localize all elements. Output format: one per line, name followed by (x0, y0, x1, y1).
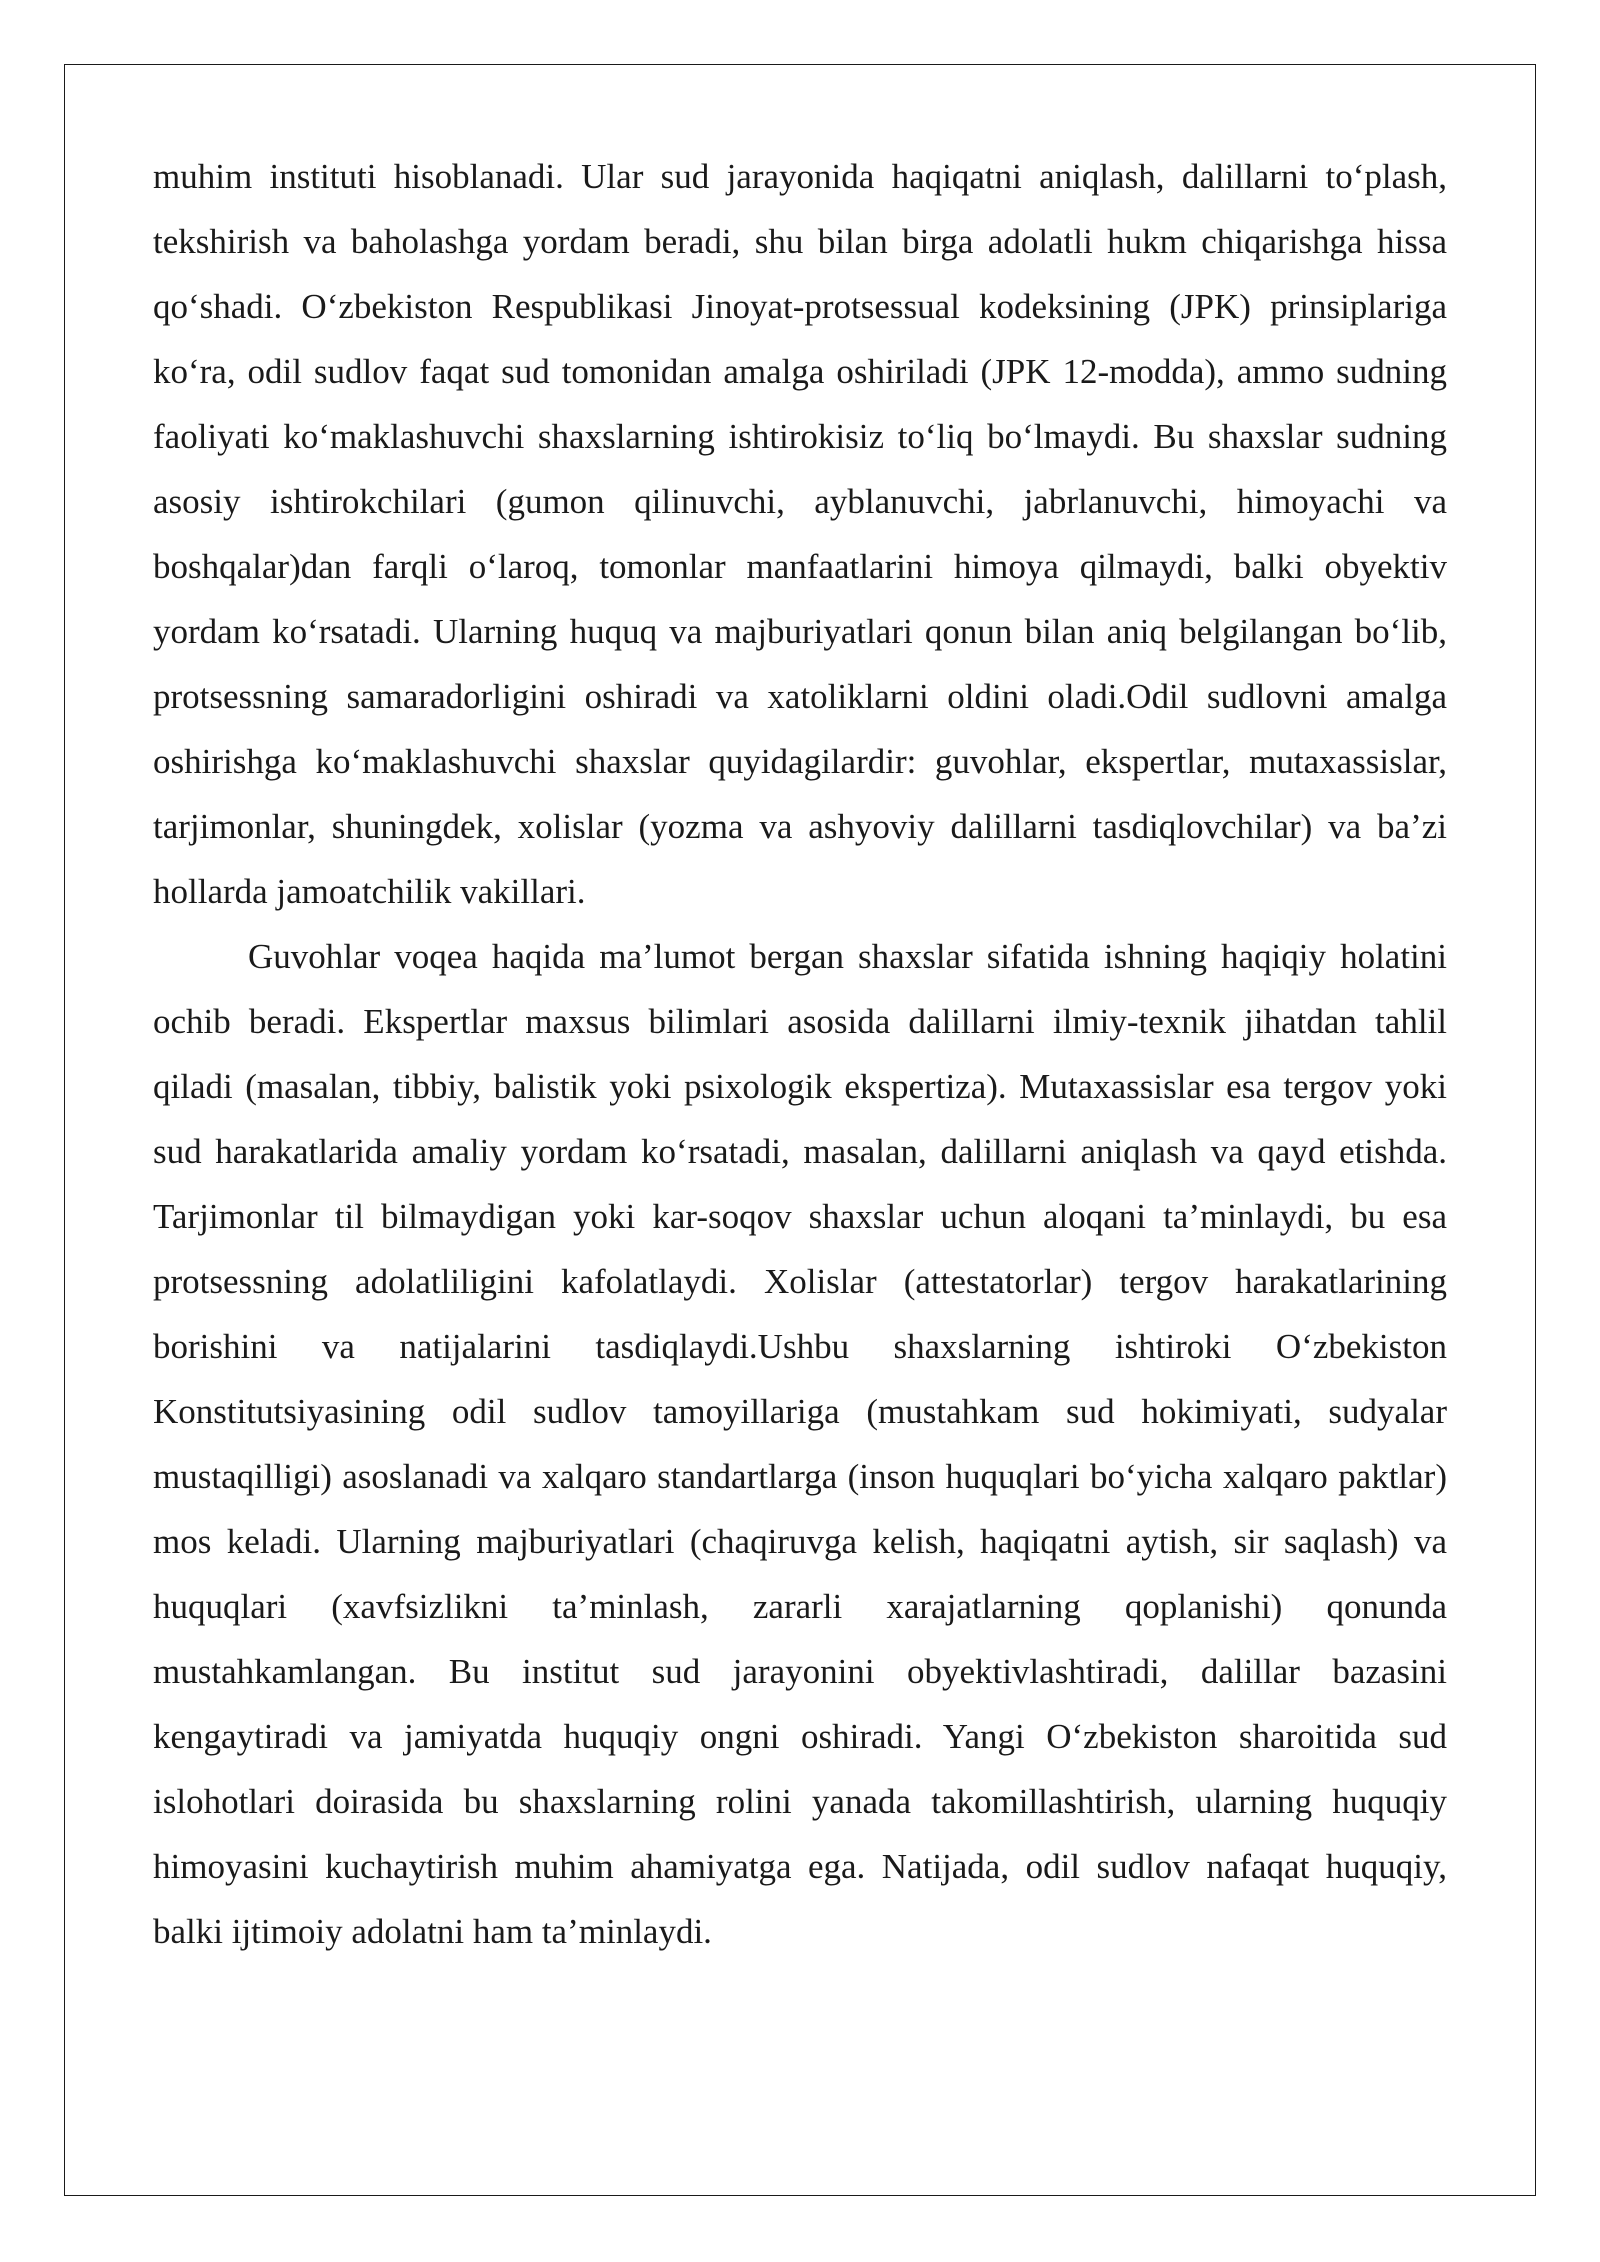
paragraph-1: muhim instituti hisoblanadi. Ular sud jarayonida haqiqatni aniqlash, dalillarni to‘plash, tekshirish va baholashga yordam beradi, shu bilan birga adolatli hukm chiqarishga hissa qo‘shadi. O‘zbekiston Respublikasi Jinoyat-protsessual kodeksining (JPK) prinsiplariga ko‘ra, odil sudlov faqat sud tomonidan amalga oshiriladi (JPK 12-modda), ammo sudning faoliyati ko‘maklashuvchi shaxslarning ishtirokisiz to‘liq bo‘lmaydi. Bu shaxslar sudning asosiy ishtirokchilari (gumon qilinuvchi, ayblanuvchi, jabrlanuvchi, himoyachi va boshqalar)dan farqli o‘laroq, tomonlar manfaatlarini himoya qilmaydi, balki obyektiv yordam ko‘rsatadi. Ularning huquq va majburiyatlari qonun bilan aniq belgilangan bo‘lib, protsessning samaradorligini oshiradi va xatoliklarni oldini oladi.Odil sudlovni amalga oshirishga ko‘maklashuvchi shaxslar quyidagilardir: guvohlar, ekspertlar, mutaxassislar, tarjimonlar, shuningdek, xolislar (yozma va ashyoviy dalillarni tasdiqlovchilar) va ba’zi hollarda jamoatchilik vakillari. (153, 157, 1447, 911)
document-body (153, 144, 1447, 1964)
paragraph-2: Guvohlar voqea haqida ma’lumot bergan shaxslar sifatida ishning haqiqiy holatini ochib beradi. Ekspertlar maxsus bilimlari asosida dalillarni ilmiy-texnik jihatdan tahlil qiladi (masalan, tibbiy, balistik yoki psixologik ekspertiza). Mutaxassislar esa tergov yoki sud harakatlarida amaliy yordam ko‘rsatadi, masalan, dalillarni aniqlash va qayd etishda. Tarjimonlar til bilmaydigan yoki kar-soqov shaxslar uchun aloqani ta’minlaydi, bu esa protsessning adolatliligini kafolatlaydi. Xolislar (attestatorlar) tergov harakatlarining borishini va natijalarini tasdiqlaydi.Ushbu shaxslarning ishtiroki O‘zbekiston Konstitutsiyasining odil sudlov tamoyillariga (mustahkam sud hokimiyati, sudyalar mustaqilligi) asoslanadi va xalqaro standartlarga (inson huquqlari bo‘yicha xalqaro paktlar) mos keladi. Ularning majburiyatlari (chaqiruvga kelish, haqiqatni aytish, sir saqlash) va huquqlari (xavfsizlikni ta’minlash, zararli xarajatlarning qoplanishi) qonunda mustahkamlangan. Bu institut sud jarayonini obyektivlashtiradi, dalillar bazasini kengaytiradi va jamiyatda huquqiy ongni oshiradi. Yangi O‘zbekiston sharoitida sud islohotlari doirasida bu shaxslarning rolini yanada takomillashtirish, ularning huquqiy himoyasini kuchaytirish muhim ahamiyatga ega. Natijada, odil sudlov nafaqat huquqiy, balki ijtimoiy adolatni ham ta’minlaydi. (153, 937, 1447, 1951)
